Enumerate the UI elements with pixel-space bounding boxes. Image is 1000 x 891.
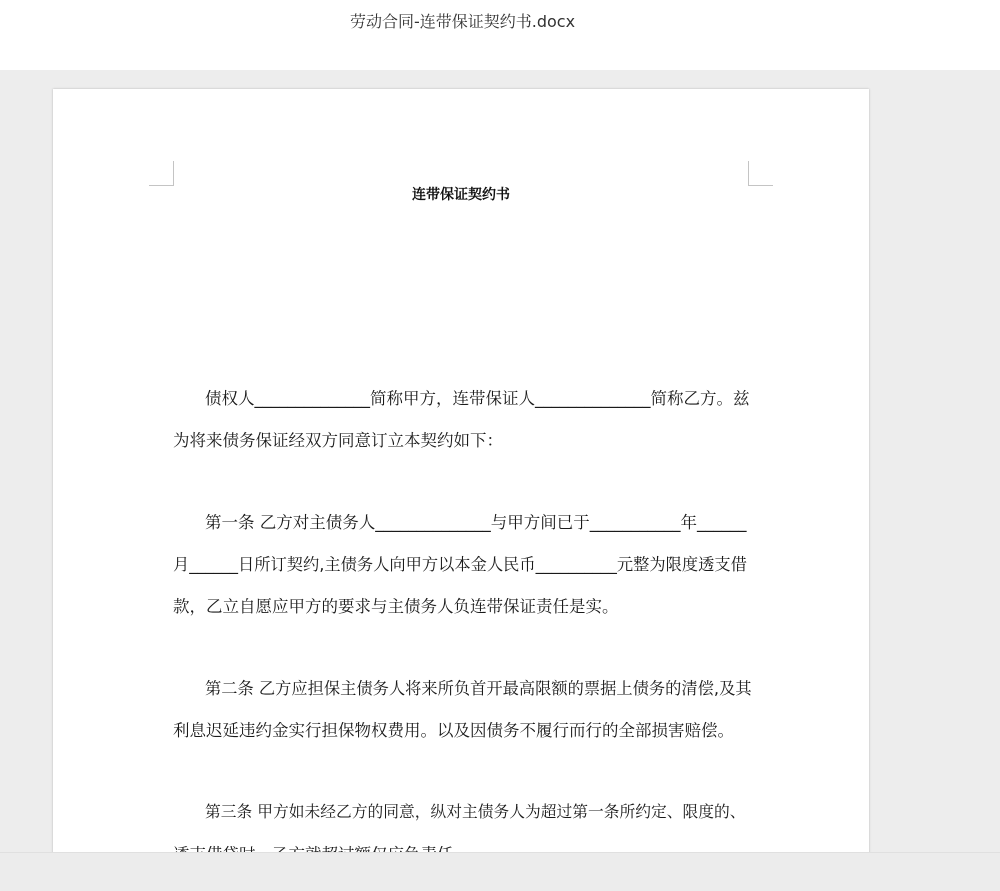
margin-corner-top-right <box>748 161 773 186</box>
paragraph-line: 月______日所订契约,主债务人向甲方以本金人民币__________元整为限度透支借 <box>173 555 747 574</box>
paragraph-line: 第二条 乙方应担保主债务人将来所负首开最高限额的票据上债务的清偿,及其 <box>205 679 752 698</box>
document-page[interactable] <box>53 89 869 889</box>
bottom-bar <box>0 852 1000 891</box>
paragraph-line: 第一条 乙方对主债务人______________与甲方间已于___________年______ <box>205 513 747 532</box>
paragraph-line: 为将来债务保证经双方同意订立本契约如下： <box>173 431 503 450</box>
paragraph-line: 债权人______________简称甲方，连带保证人______________简称乙方。兹 <box>205 389 750 408</box>
margin-corner-top-left <box>149 161 174 186</box>
document-filename: 劳动合同-连带保证契约书.docx <box>350 12 576 31</box>
paragraph-line: 利息迟延违约金实行担保物权费用。以及因债务不履行而行的全部损害赔偿。 <box>173 721 734 740</box>
document-title: 连带保证契约书 <box>412 187 510 203</box>
paragraph-line: 款，乙立自愿应甲方的要求与主债务人负连带保证责任是实。 <box>173 597 619 616</box>
paragraph-line: 第三条 甲方如未经乙方的同意，纵对主债务人为超过第一条所约定、限度的、 <box>205 802 746 821</box>
title-bar <box>0 0 1000 70</box>
